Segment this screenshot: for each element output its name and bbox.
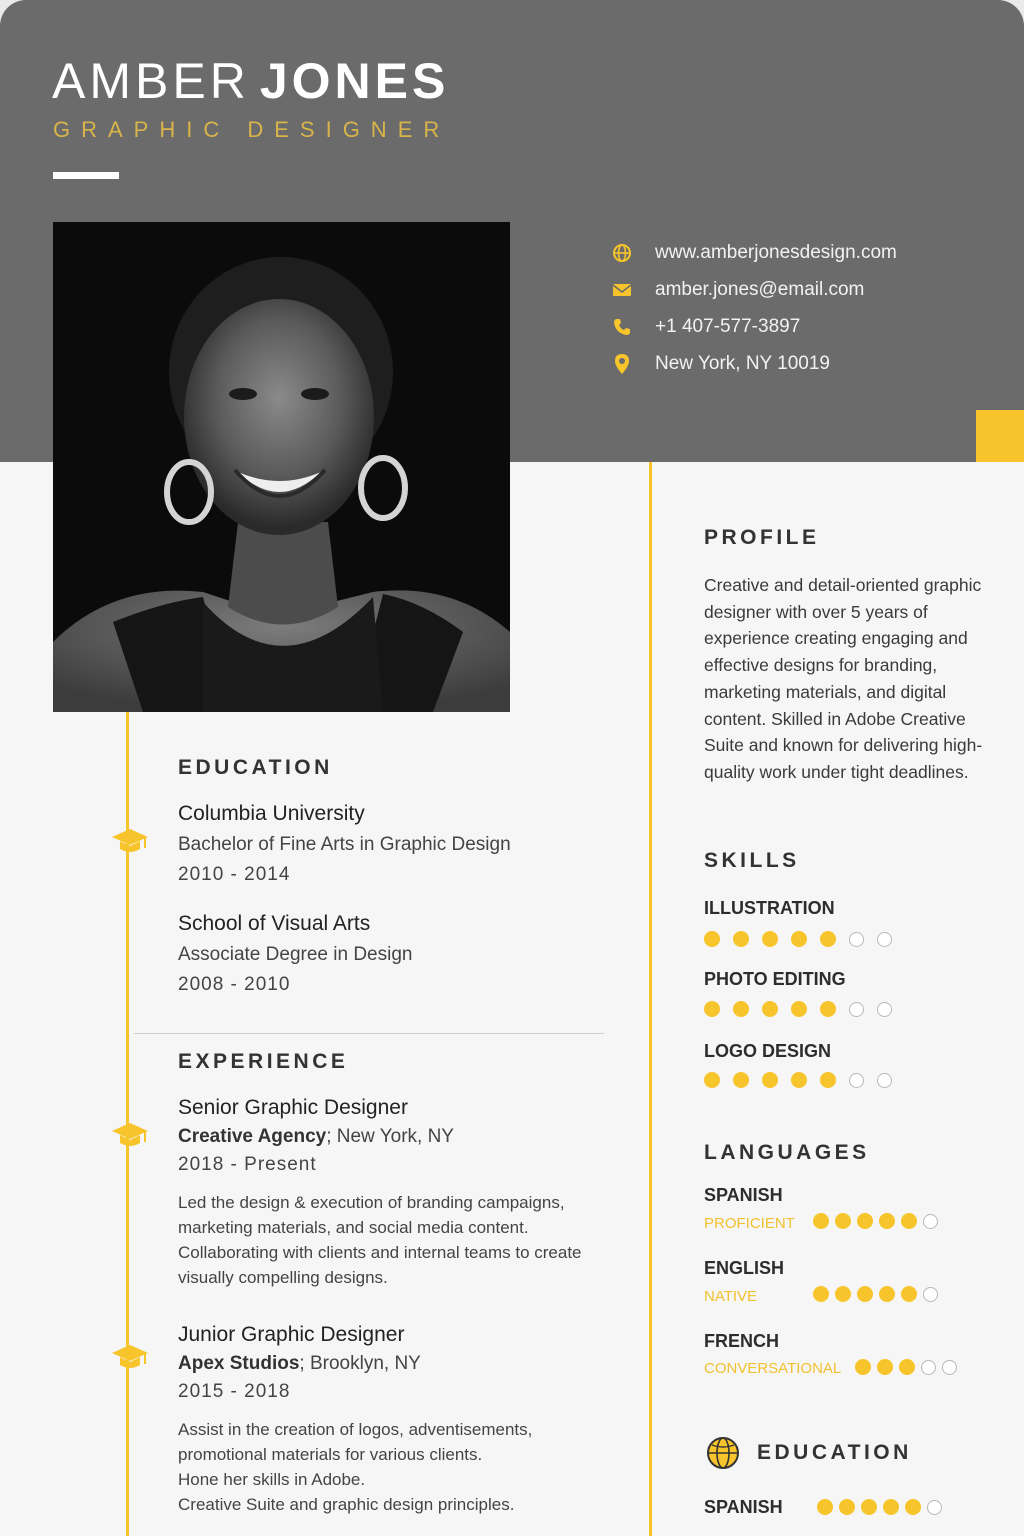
rating-dot-filled (861, 1499, 877, 1515)
section-divider (134, 1033, 604, 1034)
language-rating (855, 1359, 963, 1375)
education-entry-1 (178, 802, 618, 886)
rating-dot-filled (879, 1213, 895, 1229)
rating-dot-filled (704, 1072, 720, 1088)
job-title: GRAPHIC DESIGNER (53, 117, 451, 142)
language-level: CONVERSATIONAL (704, 1360, 842, 1377)
rating-dot-filled (901, 1286, 917, 1302)
company: Creative Agency (178, 1126, 327, 1147)
education-entry-2 (178, 912, 618, 996)
portrait-photo (53, 222, 510, 712)
school-name: Columbia University (178, 802, 365, 825)
rating-dot-filled (704, 931, 720, 947)
language-name: SPANISH (704, 1185, 783, 1205)
role: Senior Graphic Designer (178, 1096, 408, 1119)
website-text: www.amberjonesdesign.com (655, 241, 897, 263)
rating-dot-filled (820, 931, 836, 947)
globe-badge-icon (706, 1436, 740, 1470)
graduation-cap-icon (110, 1342, 150, 1372)
mail-icon (610, 278, 634, 302)
rating-dot-empty (923, 1287, 938, 1302)
languages-heading: LANGUAGES (704, 1141, 870, 1164)
rating-dot-filled (857, 1213, 873, 1229)
contact-list (610, 234, 1010, 382)
rating-dot-filled (839, 1499, 855, 1515)
years: 2008 - 2010 (178, 974, 291, 995)
degree: Bachelor of Fine Arts in Graphic Design (178, 834, 511, 855)
email-text: amber.jones@email.com (655, 278, 865, 300)
language-rating (813, 1286, 944, 1302)
company-location: ; New York, NY (326, 1126, 454, 1147)
rating-dot-empty (921, 1360, 936, 1375)
location-text: New York, NY 10019 (655, 352, 830, 374)
language-name: SPANISH (704, 1497, 783, 1517)
skill-name: ILLUSTRATION (704, 898, 835, 918)
skill-rating (704, 1072, 905, 1088)
rating-dot-filled (762, 1001, 778, 1017)
profile-text: Creative and detail-oriented graphic designer with over 5 years of experience creating engaging and effective designs for branding, marketing materials, and digital content. Skilled in Adobe Creative Suite and known for delivering high-quality work under tight deadlines. (704, 575, 983, 782)
experience-entry-2 (178, 1323, 618, 1517)
rating-dot-empty (927, 1500, 942, 1515)
rating-dot-filled (791, 931, 807, 947)
phone-text: +1 407-577-3897 (655, 315, 801, 337)
school-name: School of Visual Arts (178, 912, 371, 935)
experience-entry-1 (178, 1096, 618, 1290)
degree: Associate Degree in Design (178, 944, 413, 965)
rating-dot-filled (817, 1499, 833, 1515)
language-name: ENGLISH (704, 1258, 785, 1278)
header-rule (53, 172, 119, 179)
rating-dot-filled (877, 1359, 893, 1375)
description: Led the design & execution of branding campaigns, marketing materials, and social media content. Collaborating with clients and internal teams to create visually compelling designs. (178, 1193, 582, 1287)
rating-dot-empty (923, 1214, 938, 1229)
company-line (178, 1126, 618, 1148)
rating-dot-filled (820, 1072, 836, 1088)
rating-dot-filled (762, 1072, 778, 1088)
contact-website[interactable] (610, 234, 1010, 271)
description-line: promotional materials for various clients. (178, 1445, 483, 1464)
accent-block (976, 410, 1024, 462)
profile-heading: PROFILE (704, 526, 820, 549)
rating-dot-empty (877, 932, 892, 947)
description-line: Assist in the creation of logos, adventisements, (178, 1420, 533, 1439)
contact-phone[interactable] (610, 308, 1010, 345)
rating-dot-empty (849, 1002, 864, 1017)
company: Apex Studios (178, 1353, 300, 1374)
rating-dot-filled (733, 1072, 749, 1088)
rating-dot-filled (883, 1499, 899, 1515)
rating-dot-empty (849, 1073, 864, 1088)
rating-dot-filled (835, 1213, 851, 1229)
skill-name: LOGO DESIGN (704, 1041, 832, 1061)
description-line: Hone her skills in Adobe. (178, 1470, 366, 1489)
first-name: AMBER (52, 53, 250, 109)
years: 2015 - 2018 (178, 1381, 291, 1402)
rating-dot-filled (879, 1286, 895, 1302)
description-line: Creative Suite and graphic design principles. (178, 1495, 515, 1514)
graduation-cap-icon (110, 826, 150, 856)
extra-education-heading: EDUCATION (757, 1441, 912, 1464)
skill-rating (704, 1001, 905, 1017)
rating-dot-empty (877, 1073, 892, 1088)
rating-dot-filled (899, 1359, 915, 1375)
skill-rating (704, 931, 905, 947)
rating-dot-filled (905, 1499, 921, 1515)
skill-name: PHOTO EDITING (704, 969, 846, 989)
education-heading: EDUCATION (178, 756, 333, 779)
rating-dot-filled (813, 1213, 829, 1229)
rating-dot-filled (855, 1359, 871, 1375)
last-name: JONES (259, 53, 450, 109)
skills-heading: SKILLS (704, 849, 800, 872)
years: 2010 - 2014 (178, 864, 291, 885)
column-divider (649, 462, 652, 1536)
rating-dot-filled (813, 1286, 829, 1302)
contact-email[interactable] (610, 271, 1010, 308)
language-name: FRENCH (704, 1331, 779, 1351)
rating-dot-filled (791, 1001, 807, 1017)
graduation-cap-icon (110, 1120, 150, 1150)
years: 2018 - Present (178, 1154, 317, 1175)
contact-location (610, 345, 1010, 382)
language-rating (813, 1213, 944, 1229)
company-location: ; Brooklyn, NY (299, 1353, 421, 1374)
rating-dot-filled (762, 931, 778, 947)
rating-dot-empty (877, 1002, 892, 1017)
location-pin-icon (610, 352, 634, 376)
candidate-name (52, 52, 449, 110)
rating-dot-filled (733, 931, 749, 947)
rating-dot-filled (791, 1072, 807, 1088)
language-rating (817, 1499, 948, 1515)
rating-dot-filled (835, 1286, 851, 1302)
rating-dot-empty (849, 932, 864, 947)
globe-icon (610, 241, 634, 265)
rating-dot-filled (733, 1001, 749, 1017)
rating-dot-filled (704, 1001, 720, 1017)
role: Junior Graphic Designer (178, 1323, 405, 1346)
phone-icon (610, 315, 634, 339)
rating-dot-filled (820, 1001, 836, 1017)
experience-heading: EXPERIENCE (178, 1050, 349, 1073)
rating-dot-empty (942, 1360, 957, 1375)
description (178, 1417, 618, 1517)
rating-dot-filled (857, 1286, 873, 1302)
language-level: PROFICIENT (704, 1215, 795, 1232)
rating-dot-filled (901, 1213, 917, 1229)
language-level: NATIVE (704, 1288, 758, 1305)
company-line (178, 1353, 618, 1375)
